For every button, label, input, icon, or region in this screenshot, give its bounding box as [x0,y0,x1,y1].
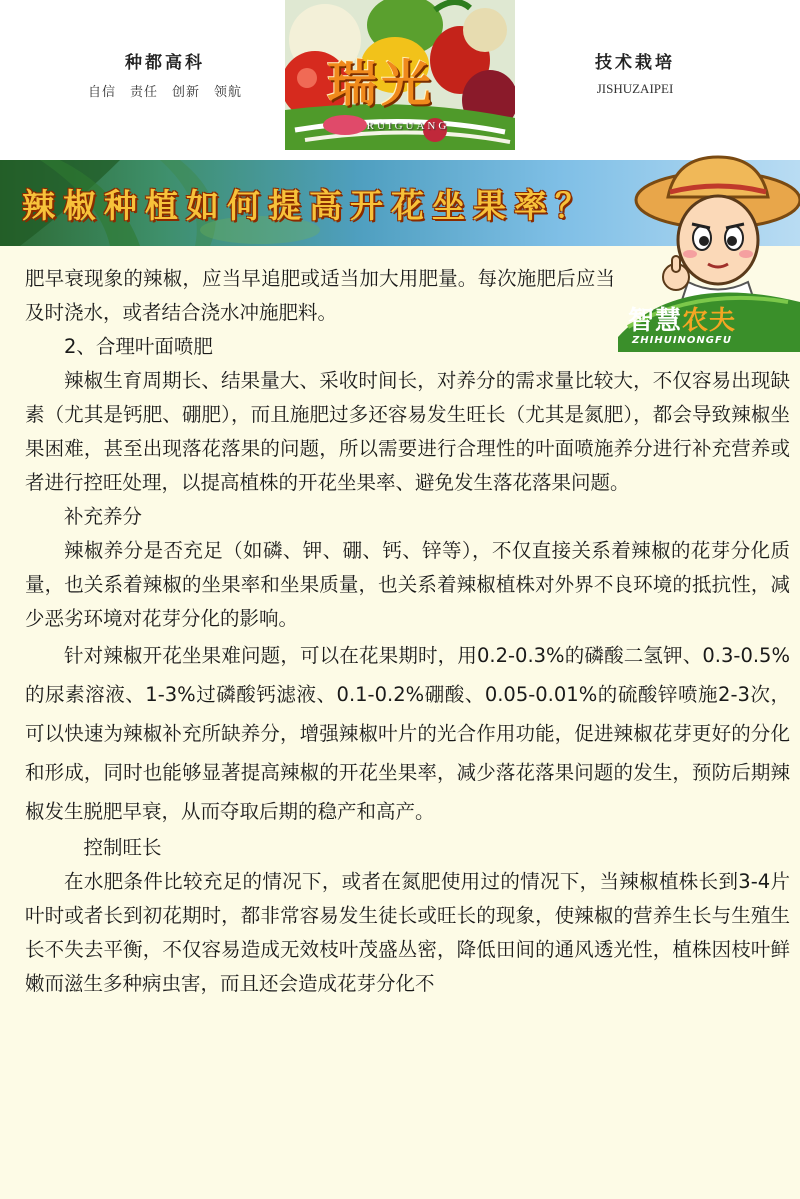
page-header [0,0,800,160]
section-name: 技术栽培 [595,53,675,73]
section-heading-3: 控制旺长 [83,836,162,859]
logo-subtitle: RUIGUANG [366,120,450,132]
article-body [25,262,790,1001]
vegetable-logo [285,0,515,150]
company-brand [70,48,260,100]
paragraph-1: 肥早衰现象的辣椒，应当早追肥或适当加大用肥量。每次施肥后应当及时浇水，或者结合浇水冲施肥料。 [25,267,615,324]
company-slogan: 自信 责任 创新 领航 [87,85,242,100]
paragraph-4: 针对辣椒开花坐果难问题，可以在花果期时，用0.2-0.3%的磷酸二氢钾、0.3-0.5%的尿素溶液、1-3%过磷酸钙滤液、0.1-0.2%硼酸、0.05-0.01%的硫酸锌喷施2-3次，可以快速为辣椒补充所缺养分，增强辣椒叶片的光合作用功能，促进辣椒花芽更好的分化和形成，同时也能够显著提高辣椒的开花坐果率，减少落花落果问题的发生，预防后期辣椒发生脱肥早衰，从而夺取后期的稳产和高产。 [25,644,790,823]
mascot-text-a: 智慧 [628,306,683,336]
paragraph-5: 在水肥条件比较充足的情况下，或者在氮肥使用过的情况下，当辣椒植株长到3-4片叶时或者长到初花期时，都非常容易发生徒长或旺长的现象，使辣椒的营养生长与生殖生长不失去平衡，不仅容易造成无效枝叶茂盛丛密，降低田间的通风透光性，植株因枝叶鲜嫩而滋生多种病虫害，而且还会造成花芽分化不 [25,870,790,995]
mascot-pinyin: ZHIHUINONGFU [632,335,732,346]
logo-title: 瑞光 [327,54,435,113]
section-heading-2: 补充养分 [64,505,143,528]
mascot-text-b: 农夫 [682,306,737,336]
company-name: 种都高科 [125,53,205,73]
paragraph-3: 辣椒养分是否充足（如磷、钾、硼、钙、锌等），不仅直接关系着辣椒的花芽分化质量，也关系着辣椒的坐果率和坐果质量，也关系着辣椒植株对外界不良环境的抵抗性，减少恶劣环境对花芽分化的影响。 [25,539,790,630]
article-title: 辣椒种植如何提高开花坐果率？ [22,186,596,225]
section-brand [560,48,710,97]
paragraph-2: 辣椒生育周期长、结果量大、采收时间长，对养分的需求量比较大，不仅容易出现缺素（尤其是钙肥、硼肥），而且施肥过多还容易发生旺长（尤其是氮肥），都会导致辣椒坐果困难，甚至出现落花落果的问题，所以需要进行合理性的叶面喷施养分进行补充营养或者进行控旺处理，以提高植株的开花坐果率、避免发生落花落果问题。 [25,369,790,494]
section-heading-1: 2、合理叶面喷肥 [64,335,213,358]
section-pinyin: JISHUZAIPEI [596,81,674,96]
